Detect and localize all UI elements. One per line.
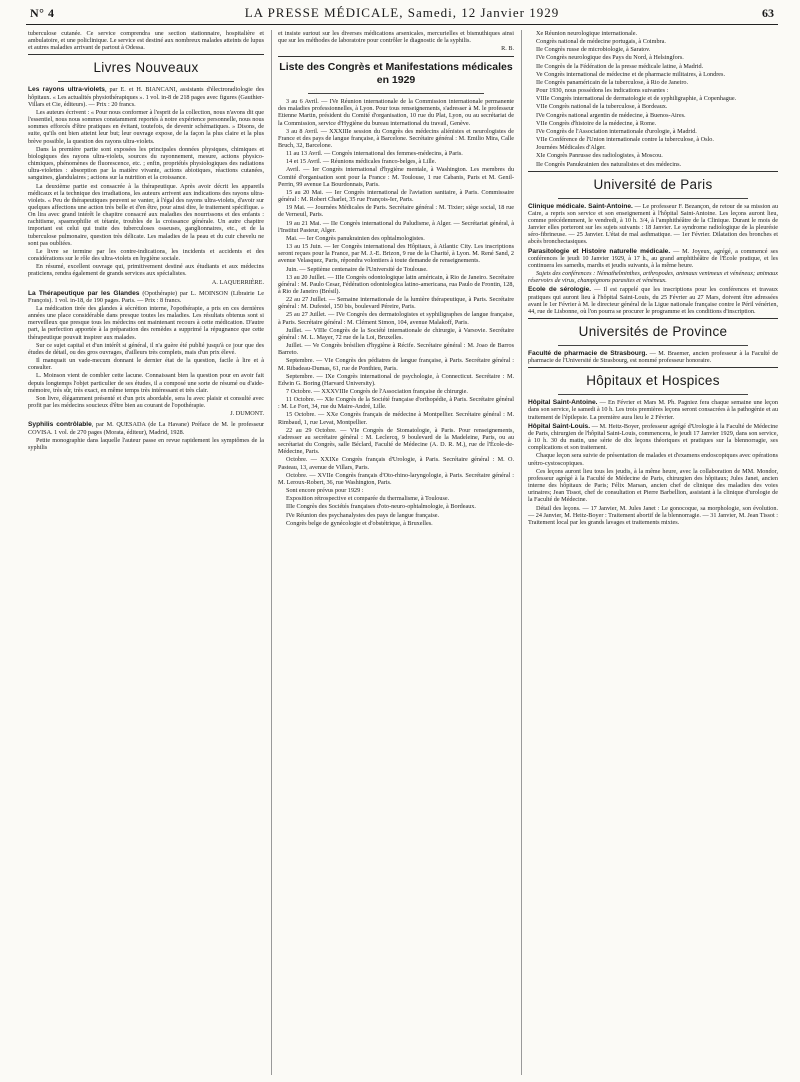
header-rule (26, 24, 778, 25)
column-divider (521, 30, 522, 1075)
paragraph: Ces leçons auront lieu tous les jeudis, à la même heure, avec la collaboration de MM. Mondor, professeur agrégé à la Faculté de Médecine de Paris, chirurgien des hôpitaux; Jules Janet, ancien interne des hôpitaux de Paris; Félix Marsan, ancien chef de clinique des maladies des voies urinaires; Jean Tissot, chef de consultation et Pierre Barbellion, assistant à la clinique d'urologie de la Faculté de Médecine. (528, 467, 778, 504)
congress-item: Pour 1930, nous possédons les indications suivantes : (536, 87, 669, 95)
section-heading-congres: Liste des Congrès et Manifestations médicales en 1929 (279, 61, 513, 87)
heading-rule (558, 394, 748, 395)
notice (528, 423, 778, 452)
congress-list (278, 98, 514, 527)
book-reference: , par E. et H. BIANCANI, assistants d'électroradiologie des hôpitaux. « Les actualités physiothérapiques ». 1 vol. in-8 de 218 pages avec figures (Gauthier-Villars et Cie, éditeurs). — Prix : 20 francs. (28, 86, 264, 108)
notice (528, 203, 778, 246)
congress-item: VIIe Conférence de l'Union internationale contre la tuberculose, à Oslo. (536, 136, 714, 144)
congress-item: 11 au 13 Avril. — Congrès international des femmes-médecins, à Paris. (286, 150, 463, 158)
congress-item: 11 Octobre. — XIe Congrès de la Société française d'orthopédie, à Paris. Secrétaire général : M. Le Fort, 34, rue du Maire-André, Lille. (278, 396, 514, 411)
notice-text: — M. Heitz-Boyer, professeur agrégé d'Urologie à la Faculté de Médecine de Paris, chirurgien de l'hôpital Saint-Louis, commencera, le jeudi 17 Janvier 1929, dans son service, à 10 h. 30 du matin, une série de dix leçons théoriques et pratiques sur la blennorragie, ses complications et son traitement. (528, 422, 778, 452)
notice-text: — M. Braemer, ancien professeur à la Faculté de pharmacie de l'Université de Strasbourg, est nommé professeur honoraire. (528, 350, 779, 365)
heading-rule (558, 345, 748, 346)
paragraph: Chaque leçon sera suivie de présentation de malades et d'examens endoscopiques avec opérations urétro-cystoscopiques. (528, 452, 778, 467)
paragraph: Sur ce sujet capital et d'un intérêt si général, il n'a guère été publié jusqu'à ce jour que des études de détail, ou des gros ouvrages, d'ailleurs très complets, mais d'un prix élevé. (28, 341, 264, 356)
book-title: Syphilis contrôlable (28, 421, 92, 429)
book-reference: , par M. QUESADA (de La Havane) Préface de M. le professeur COVISA. 1 vol. de 270 pages (Morata, éditeur), Madrid, 1928. (28, 421, 265, 436)
congress-item: Avril. — Ier Congrès international d'hygiène mentale, à Washington. Les membres du Comité d'organisation sont pour la France : M. Toulouse, 1 rue Cabanis, Paris et M. Genil-Perrin, 99 avenue La Bourdonnais, Paris. (278, 166, 514, 188)
notice-title: Hôpital Saint-Louis. (528, 422, 591, 430)
paragraph: La deuxième partie est consacrée à la thérapeutique. Après avoir décrit les appareils médicaux et la technique des irradiations, les auteurs arrivent aux indications des rayons ultra-violets. « Peu de thérapeutiques peuvent se vanter, à l'égal des rayons ultra-violets, d'avoir sur quelques affections une action très belle et d'en être, pour ainsi dire, le traitement spécifique. » On lira avec grand intérêt le chapitre consacré aux maladies des nourrissons et des enfants : rachitisme, spasmophilie et tétanie, troubles de la croissance générale. Un autre chapitre important est celui qui traite des tuberculoses osseuses, ganglionnaires, etc., et de la tuberculose pulmonaire, question très délicate. Les maladies de la peau et du cuir chevelu ne sont pas oubliées. (28, 182, 264, 247)
notice-text: — En Février et Mars M. Ph. Pagniez fera chaque semaine une leçon dans son service, le samedi à 10 h. Les trois premières leçons seront consacrées à la pathogénie et au traitement de l'épilepsie. La première aura lieu le 2 Février. (528, 399, 778, 421)
section-heading-hopitaux: Hôpitaux et Hospices (586, 373, 720, 389)
congress-item: Exposition rétrospective et comparée du thermalisme, à Toulouse. (286, 495, 450, 503)
paragraph: Il manquait un vade-mecum donnant le dernier état de la question, facile à lire et à consulter. (28, 357, 264, 372)
congress-item: Journées Médicales d'Alger. (536, 144, 606, 152)
congress-item: Septembre. — IXe Congrès international de psychologie, à Connecticut. Secrétaire : M. Edwin G. Boring (Harvard University). (278, 372, 514, 387)
paragraph: Son livre, élégamment présenté et d'un prix abordable, sera lu avec plaisir et consulté avec profit par les médecins soucieux d'être bien au courant de l'opothérapie. (28, 394, 264, 410)
section-rule (528, 171, 778, 172)
notice-title: Clinique médicale. Saint-Antoine. (528, 202, 633, 210)
notice-text: — Il est rappelé que les inscriptions pour les conférences et travaux pratiques qui auront lieu à l'hôpital Saint-Louis, du 25 Février au 27 Mars, doivent être adressées avant le 1er Février à M. le directeur général de la Ligue nationale française contre le Péril vénérien, 44, rue de Lisbonne, où l'on pourra se procurer le programme et les conditions d'inscription. (528, 286, 778, 315)
signature: R. B. (501, 45, 514, 53)
section-rule (278, 56, 514, 57)
congress-item: IIe Congrès panaméricain de la tuberculose, à Rio de Janeiro. (536, 78, 689, 86)
notice-title: Faculté de pharmacie de Strasbourg. (528, 350, 648, 357)
congress-item: Septembre. — VIe Congrès des pédiatres de langue française, à Paris. Secrétaire général : M. Ribadeau-Dumas, 61, rue de Ponthieu, Paris. (278, 357, 514, 372)
notice-title: Parasitologie et Histoire naturelle médicale. (528, 247, 671, 255)
congress-item: IIe Congrès russe de microbiologie, à Saratov. (536, 46, 651, 54)
congress-item: 25 au 27 Juillet. — IVe Congrès des dermatologistes et syphiligraphes de langue française, à Paris. Secrétaire général : M. Clément Simon, 104, avenue Malakoff, Paris. (278, 311, 514, 326)
congress-item: Octobre. — XVIIe Congrès français d'Oto-rhino-laryngologie, à Paris. Secrétaire général : M. Leroux-Robert, 36, rue Washington, Paris. (278, 471, 514, 486)
congress-item: VIIe Congrès d'histoire de la médecine, à Rome. (536, 119, 657, 127)
congress-item: 7 Octobre. — XXXVIIIe Congrès de l'Association française de chirurgie. (286, 388, 468, 395)
congress-item: XIe Congrès Panrusse des radiologistes, à Moscou. (536, 152, 663, 160)
heading-rule (308, 93, 484, 94)
page-header (22, 4, 782, 26)
congress-item: 19 Mai. — Journées Médicales de Paris. Secrétaire général : M. Tixier; siège social, 18 rue de Verneuil, Paris. (278, 204, 514, 219)
congress-item: Juin. — Septième centenaire de l'Université de Toulouse. (286, 265, 428, 273)
signature: A. LAQUERRIÈRE. (211, 278, 264, 286)
book-entry (28, 421, 264, 435)
congress-item: IVe Congrès neurologique des Pays du Nord, à Helsingfors. (536, 54, 684, 62)
congress-item: 22 au 27 Juillet. — Semaine internationale de la lumière thérapeutique, à Paris. Secrétaire général : M. Dufestel, 150 bis, boulevard Péreire, Paris. (278, 296, 514, 311)
congress-list-continued (528, 30, 778, 168)
congress-item: VIIIe Congrès international de dermatologie et de syphiligraphie, à Copenhague. (536, 95, 737, 103)
paragraph: L. Moinson vient de combler cette lacune. Connaissant bien la question pour en avoir fait depuis longtemps l'objet particulier de ses études, il a composé une sorte de résumé ou d'aide-mémoire, très sûr, très exact, en même temps très intéressant et très clair. (28, 372, 264, 394)
congress-item: Congrès belge de gynécologie et d'obstétrique, à Bruxelles. (286, 519, 433, 527)
paragraph: Les auteurs écrivent : « Pour nous conformer à l'esprit de la collection, nous n'avons dit que l'essentiel, nous nous sommes constamment reportés à notre expérience personnelle, nous nous sommes efforcés d'être pratiques en évitant, toutefois, de devenir schématiques. » Disons, de suite, qu'ils ont bien atteint leur but; leur ouvrage expose, de la façon la plus claire et la plus brève possible, la question des rayons ultra-violets. (28, 108, 264, 145)
section-heading-paris: Université de Paris (593, 176, 713, 192)
notice-text: — Le professeur F. Bezançon, de retour de sa mission au Caire, a repris son service et son enseignement à l'hôpital Saint-Antoine. Les leçons auront lieu, comme précédemment, le vendredi, à 10 h. 3/4, à l'amphithéâtre de la Clinique. Durant le mois de Janvier elles porteront sur les sujets suivants : 18 Janvier. Le syndrome radiologique de la pleurésie séro-fibrineuse. — 25 Janvier. L'état de mal asthmatique. — 1er Février. Dilatation des bronches et abcès bronchectasiques. (528, 202, 778, 246)
congress-item: 13 au 15 Juin. — Ier Congrès international des Hôpitaux, à Atlantic City. Les inscriptions seront reçues pour la France, par M. J.-E. Brizon, 9 rue de la Charité, à Lyon. M. René Sand, 2 avenue Velasquez, Paris, répondra volontiers à toute demande de renseignements. (278, 243, 514, 265)
paragraph: La médication tirée des glandes à sécrétion interne, l'opothérapie, a pris en ces dernières années une place considérable dans presque toutes les maladies. Les résultats obtenus sont si merveilleux que presque tous les médecins ont maintenant recours à cette médication. D'autre part, la perfection apportée à la préparation des remèdes a supprimé la répugnance que cette thérapeutique pouvait inspirer aux malades. (28, 305, 264, 341)
congress-item: VIIe Congrès national de la tuberculose, à Bordeaux. (536, 103, 668, 111)
congress-item: Ve Congrès international de médecine et de pharmacie militaires, à Londres. (536, 70, 725, 78)
congress-item: Octobre. — XXIXe Congrès français d'Urologie, à Paris. Secrétaire général : M. O. Pasteau, 13, avenue de Villars, Paris. (278, 456, 514, 471)
notice-title: Ecole de sérologie. (528, 286, 592, 294)
book-title: Les rayons ultra-violets (28, 86, 105, 94)
congress-item: IIe Congrès Panukrainien des naturalistes et des médecins. (536, 160, 682, 168)
notice (528, 286, 778, 315)
paragraph: Dans la première partie sont exposées les principales données physiques, chimiques et biologiques des rayons ultra-violets, sources du rayonnement, mesure, actions physico-chimiques, phénomènes de fluorescence, etc. ; enfin, propriétés physiologiques des radiations ultra-violettes : absorption par la matière vivante, actions abiotiques, réactions cutanées, sanguines, glandulaires ; actions sur la nutrition et la croissance. (28, 145, 264, 182)
paragraph: Petite monographie dans laquelle l'auteur passe en revue rapidement les symptômes de la syphilis (28, 436, 264, 451)
book-entry (28, 86, 264, 107)
congress-item: Juillet. — VIIIe Congrès de la Société internationale de chirurgie, à Varsovie. Secrétaire général : M. L. Mayer, 72 rue de la Loi, Bruxelles. (278, 326, 514, 341)
paragraph: Sujets des conférences : Némathelminthes, arthropodes, animaux venimeux et vénéneux; animaux réservoirs de virus, champignons parasites et vénéneux. (528, 270, 778, 285)
congress-item: Congrès national de médecine portugais, à Coimbra. (536, 38, 666, 46)
notice-text: — M. Joyeux, agrégé, a commencé ses conférences le jeudi 10 Janvier 1929, à 17 h., au grand amphithéâtre de l'École pratique, et les continuera les samedis, mardis et jeudis suivants, à la même heure. (528, 247, 779, 269)
congress-item: IIIe Congrès des Sociétés françaises d'oto-neuro-ophtalmologie, à Bordeaux. (286, 503, 476, 511)
notice (528, 248, 778, 269)
congress-item: 3 au 6 Avril. — IVe Réunion internationale de la Commission internationale permanente des maladies professionnelles, à Lyon. Pour tous renseignements, s'adresser à M. le professeur Etienne Martin, président du Comité d'organisation, 10 rue du Plat, Lyon, ou au secrétariat de la Commission, service d'Hygiène du bureau international du travail, Genève. (278, 98, 514, 127)
congress-item: IVe Congrès national argentin de médecine, à Buenos-Aires. (536, 111, 686, 119)
congress-item: 3 au 8 Avril. — XXXIIIe session du Congrès des médecins aliénistes et neurologistes de France et des pays de langue française, à Barcelone. Secrétaire général : M. Emilio Mira, Calle Bruch, 32, Barcelone. (278, 127, 514, 149)
issue-number: N° 4 (30, 6, 55, 20)
signature: J. DUMONT. (230, 410, 264, 418)
congress-item: 15 au 20 Mai. — Ier Congrès international de l'aviation sanitaire, à Paris. Commissaire général : M. Robert Charlet, 35 rue François-Ier, Paris. (278, 188, 514, 204)
section-rule (528, 318, 778, 319)
book-reference: (Opothérapie) par L. MOINSON (Librairie Le François). 1 vol. in-18, de 190 pages. Paris. — Prix : 8 francs. (28, 289, 264, 304)
congress-item: 19 au 21 Mai. — IIe Congrès international du Paludisme, à Alger. — Secrétariat général, à l'Institut Pasteur, Alger. (278, 219, 514, 234)
notice (528, 399, 778, 420)
section-rule (528, 367, 778, 368)
journal-title: LA PRESSE MÉDICALE, Samedi, 12 Janvier 1929 (244, 5, 560, 20)
notice (528, 350, 778, 364)
section-rule (28, 54, 264, 55)
congress-item: IVe Congrès de l'Association internationale d'urologie, à Madrid. (536, 127, 697, 135)
congress-item: Xe Réunion neurologique internationale. (536, 30, 638, 37)
congress-item: Mai. — Ier Congrès panukrainien des ophtalmologistes. (286, 234, 425, 242)
heading-rule (58, 81, 234, 82)
section-heading-livres: Livres Nouveaux (93, 60, 199, 76)
paragraph: et insiste surtout sur les diverses médications arsenicales, mercurielles et bismuthiques ainsi que sur les méthodes de laboratoire pour contrôler le diagnostic de la syphilis. (278, 30, 514, 45)
notice-title: Hôpital Saint-Antoine. (528, 399, 598, 407)
congress-item: Sont encore prévus pour 1929 : (286, 487, 364, 495)
congress-item: 14 et 15 Avril. — Réunions médicales franco-belges, à Lille. (286, 158, 437, 166)
paragraph: Le livre se termine par les contre-indications, les incidents et accidents et des considérations sur le rôle des ultra-violets en hygiène sociale. (28, 247, 264, 263)
congress-item: 13 au 20 Juillet. — IIIe Congrès odontologique latin américain, à Rio de Janeiro. Secrétaire général : M. Paulo Cesar, Fédération odontologica latino-americana, rua Paulo de Frontin, 128, à Rio de Janeiro (Brésil). (278, 273, 514, 295)
congress-item: IIe Congrès de la Fédération de la presse médicale latine, à Madrid. (536, 62, 704, 70)
column-3 (528, 30, 778, 527)
congress-item: 15 Octobre. — XXe Congrès français de médecine à Montpellier. Secrétaire général : M. Rimbaud, 1, rue Levat, Montpellier. (278, 411, 514, 426)
book-entry (28, 290, 264, 304)
section-heading-province: Universités de Province (578, 324, 728, 339)
page-number: 63 (762, 6, 774, 20)
heading-rule (558, 198, 748, 199)
congress-item: IVe Réunion des psychanalystes des pays de langue française. (286, 511, 440, 519)
paragraph: Détail des leçons. — 17 Janvier, M. Jules Janet : Le gonocoque, sa morphologie, son évolution. — 24 Janvier, M. Heitz-Boyer : Traitement abortif de la blennorragie. — 31 Janvier, M. Jean Tissot : Traitement local par les grands lavages et traitements mixtes. (528, 504, 778, 526)
congress-item: Juillet. — Ve Congrès brésilien d'hygiène à Récife. Secrétaire général : M. Joao de Barros Barreto. (278, 342, 514, 357)
paragraph: En résumé, excellent ouvrage qui, primitivement destiné aux étudiants et aux médecins praticiens, rendra également de grands services aux spécialistes. (28, 263, 264, 278)
column-2 (278, 30, 514, 528)
column-1 (28, 30, 264, 452)
paragraph: tuberculose cutanée. Ce service comprendra une section stationnaire, hospitalière et ambulatoire, et une policlinique. Le service est destiné aux nombreux malades atteints de lupus et autres maladies arrivant de partout à Odessa. (28, 30, 264, 52)
congress-item: 22 au 29 Octobre. — VIe Congrès de Stomatologie, à Paris. Pour renseignements, s'adresser au secrétaire général : M. Leclercq, 9 boulevard de la Madeleine, Paris, ou au secrétariat du Congrès, salle Béclard, Faculté de Médecine (A. D. R. M.), rue de l'École-de-Médecine, Paris. (278, 426, 514, 456)
column-divider (271, 30, 272, 1075)
book-title: La Thérapeutique par les Glandes (28, 289, 140, 297)
